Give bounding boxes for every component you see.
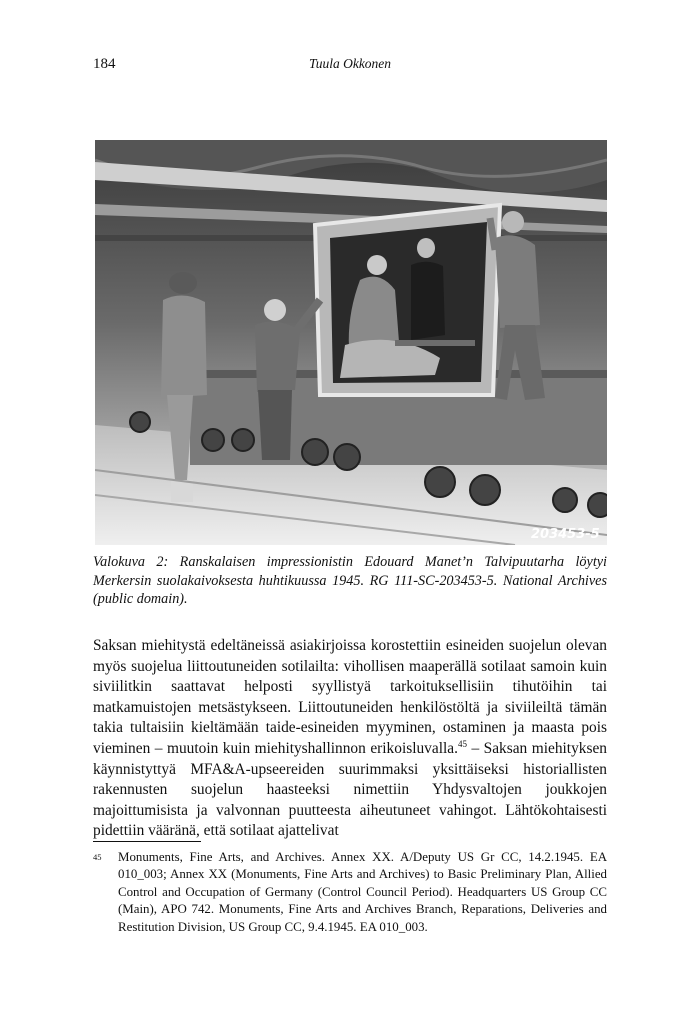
page-number: 184 xyxy=(93,56,116,72)
photograph xyxy=(95,140,607,545)
footnote xyxy=(93,849,607,936)
footnote-text: Monuments, Fine Arts, and Archives. Annex XX. A/Deputy US Gr CC, 14.2.1945. EA 010_003; Annex XX (Monuments, Fine Arts and Archives) to Basic Preliminary Plan, Allied Control and Occupation of Germany (Control Council Period). Headquarters US Group CC (Main), APO 742. Monuments, Fine Arts and Archives Branch, Reparations, Deliveries and Restitution Division, US Group CC, 9.4.1945. EA 010_003. xyxy=(118,850,607,934)
historical-photograph-icon xyxy=(95,140,607,545)
body-text-part-1: Saksan miehitystä edeltäneissä asiakirjoissa korostettiin esineiden suojelun olevan myös suojelua liittoutuneiden sotilailta: vihollisen maaperällä sotilaat samoin kuin siviilitkin saattavat helposti syyllistyä tarkoituksellisiin tihutöihin tai matkamuistojen metsästykseen. Liittoutuneiden henkilöstöltä ja siviileiltä tämän takia tultaisiin kieltämään taide-esineiden myyminen, ostaminen ja maasta pois vieminen – muutoin kuin miehityshallinnon erikoisluvalla. xyxy=(93,637,607,757)
footnote-number: 45 xyxy=(93,852,102,862)
figure-caption: Valokuva 2: Ranskalaisen impressionistin Edouard Manet’n Talvipuutarha löytyi Merkersin suolakaivoksesta huhtikuussa 1945. RG 111-SC-203453-5. National Archives (public domain). xyxy=(93,554,607,607)
body-paragraph xyxy=(93,636,607,842)
body-text-part-2: – Saksan miehityksen käynnistyttyä MFA&A-upseereiden suurimmaksi yksittäiseksi historiallisten rakennusten suojelun haasteeksi nimettiin Yhdysvaltojen joukkojen majoittumisista ja valvonnan puutteesta aiheutuneet vahingot. Lähtökohtaisesti pidettiin vääränä, että sotilaat ajattelivat xyxy=(93,739,607,840)
running-head: Tuula Okkonen xyxy=(308,56,392,71)
footnote-reference[interactable]: 45 xyxy=(457,738,467,749)
negative-number: 203453-5 xyxy=(531,527,600,542)
footnote-divider xyxy=(93,841,201,842)
